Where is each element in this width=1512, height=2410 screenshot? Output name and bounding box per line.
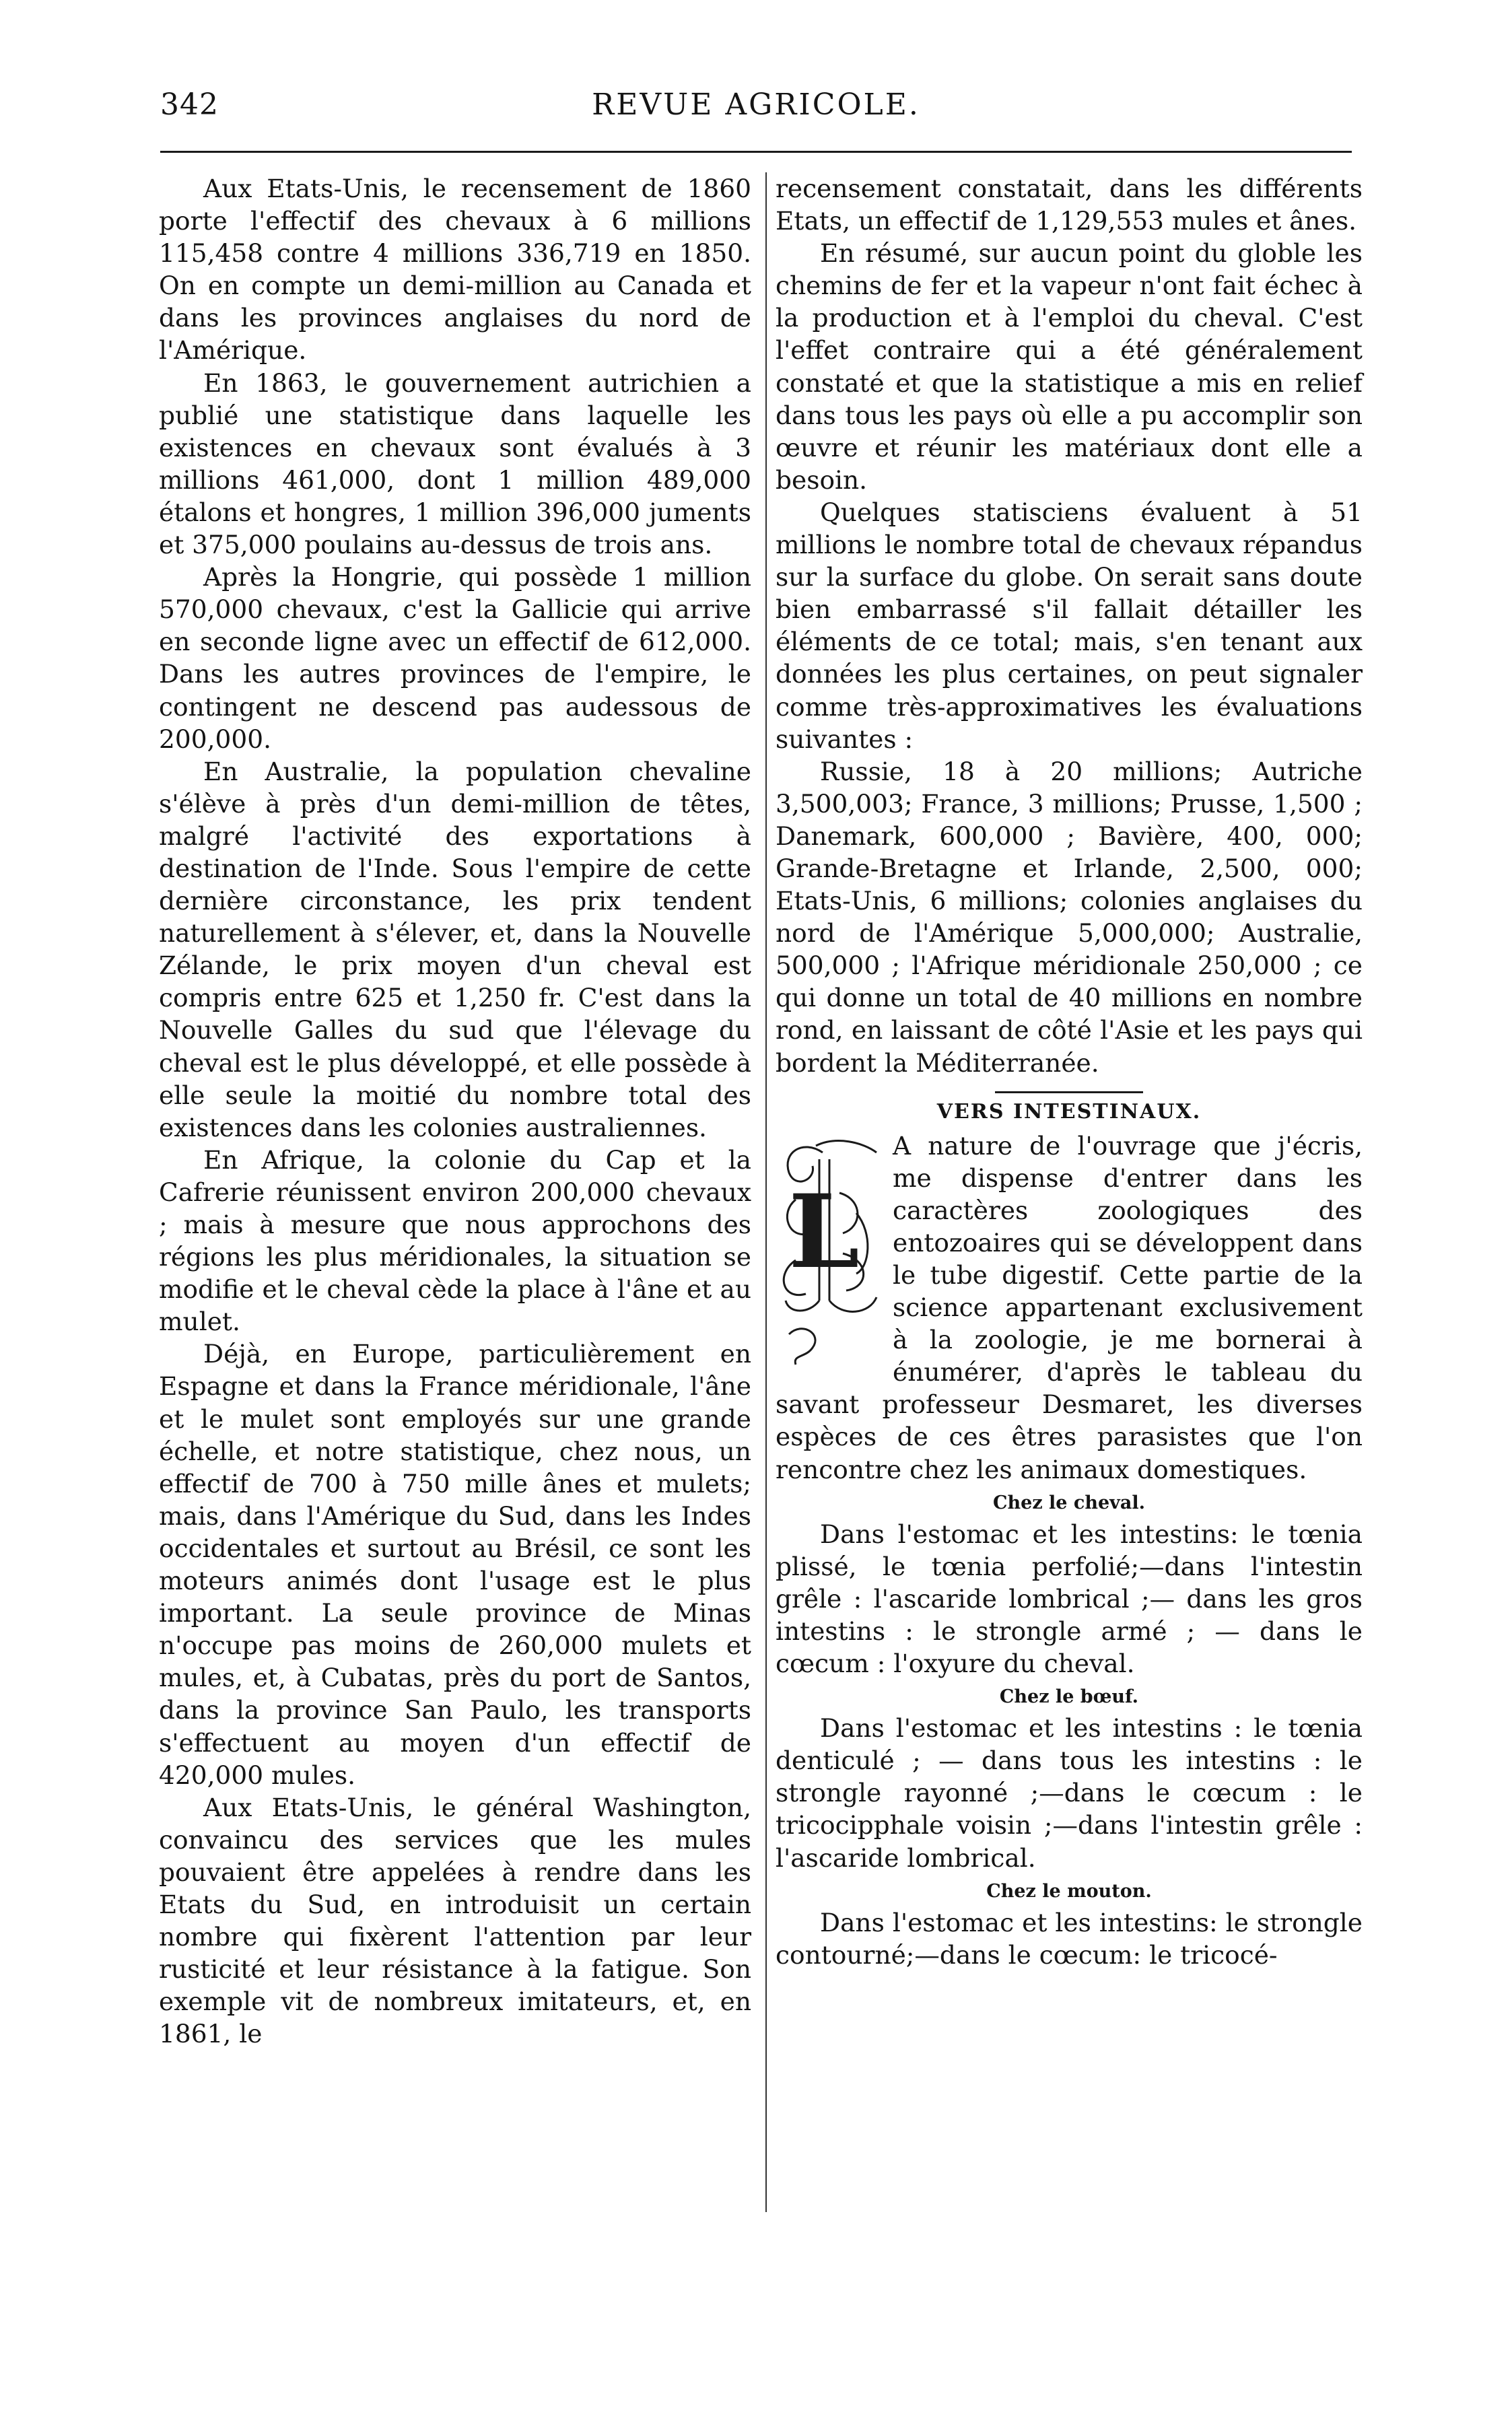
left-column <box>159 172 751 2050</box>
drop-cap <box>776 1132 883 1375</box>
ornamental-initial-icon <box>776 1132 883 1375</box>
page-number: 342 <box>160 88 219 122</box>
paragraph: recensement constatait, dans les différents Etats, un effectif de 1,129,553 mules et ânes. <box>776 174 1363 236</box>
paragraph: Dans l'estomac et les intestins : le tœnia denticulé ; — dans tous les intestins : le strongle rayonné ;—dans le cœcum : le tricocipphale voisin ;—dans l'intestin grêle : l'ascaride lombrical. <box>776 1713 1363 1873</box>
paragraph: Déjà, en Europe, particulièrement en Espagne et dans la France méridionale, l'âne et le mulet sont employés sur une grande échelle, et notre statistique, chez nous, un effectif de 700 à 750 mille ânes et mulets; mais, dans l'Amérique du Sud, dans les Indes occidentales et surtout au Brésil, ce sont les moteurs animés dont l'usage est le plus important. La seule province de Minas n'occupe pas moins de 260,000 mulets et mules, et, à Cubatas, près du port de Santos, dans la province San Paulo, les transports s'effectuent au moyen d'un effectif de 420,000 mules. <box>159 1339 751 1790</box>
paragraph: Après la Hongrie, qui possède 1 million 570,000 chevaux, c'est la Gallicie qui arrive en seconde ligne avec un effectif de 612,000. Dans les autres provinces de l'empire, le contingent ne descend pas audessous de 200,000. <box>159 562 751 754</box>
paragraph: Russie, 18 à 20 millions; Autriche 3,500,003; France, 3 millions; Prusse, 1,500 ; Danemark, 600,000 ; Bavière, 400, 000; Grande-Bretagne et Irlande, 2,500, 000; Etats-Unis, 6 millions; colonies anglaises du nord de l'Amérique 5,000,000; Australie, 500,000 ; l'Afrique méridionale 250,000 ; ce qui donne un total de 40 millions en nombre rond, en laissant de côté l'Asie et les pays qui bordent la Méditerranée. <box>776 756 1363 1078</box>
column-divider <box>765 172 767 2212</box>
right-column <box>776 172 1363 1971</box>
subsection-heading: Chez le mouton. <box>986 1880 1152 1902</box>
subsection-heading: Chez le cheval. <box>993 1492 1145 1513</box>
paragraph: Aux Etats-Unis, le recensement de 1860 porte l'effectif des chevaux à 6 millions 115,458 contre 4 millions 336,719 en 1850. On en compte un demi-million au Canada et dans les provinces anglaises du nord de l'Amérique. <box>159 174 751 366</box>
svg-text:L: L <box>788 1172 860 1291</box>
header-rule <box>160 151 1352 153</box>
paragraph: En Afrique, la colonie du Cap et la Cafrerie réunissent environ 200,000 chevaux ; mais à mesure que nous approchons des régions les plus méridionales, la situation se modifie et le cheval cède la place à l'âne et au mulet. <box>159 1144 751 1337</box>
paragraph: Aux Etats-Unis, le général Washington, convaincu des services que les mules pouvaient être appelées à rendre dans les Etats du Sud, en introduisit un certain nombre qui fixèrent l'attention par leur rusticité et leur résistance à la fatigue. Son exemple vit de nombreux imitateurs, et, en 1861, le <box>159 1792 751 2049</box>
intro-paragraph: A nature de l'ouvrage que j'écris, me dispense d'entrer dans les caractères zoologiques des entozoaires qui se développent dans le tube digestif. Cette partie de la science appartenant exclusivement à la zoologie, je me bornerai à énumérer, d'après le tableau du savant professeur Desmaret, les diverses espèces de ces êtres parasistes que l'on rencontre chez les animaux domestiques. <box>776 1130 1363 1484</box>
section-separator <box>995 1091 1143 1093</box>
page-header <box>160 88 1352 141</box>
paragraph: En 1863, le gouvernement autrichien a publié une statistique dans laquelle les existences en chevaux sont évalués à 3 millions 461,000, dont 1 million 489,000 étalons et hongres, 1 million 396,000 juments et 375,000 poulains au-dessus de trois ans. <box>159 368 751 560</box>
paragraph: En résumé, sur aucun point du globle les chemins de fer et la vapeur n'ont fait échec à la production et à l'emploi du cheval. C'est l'effet contraire qui a été généralement constaté et que la statistique a mis en relief dans tous les pays où elle a pu accomplir son œuvre et réunir les matériaux dont elle a besoin. <box>776 238 1363 495</box>
paragraph: Dans l'estomac et les intestins: le strongle contourné;—dans le cœcum: le tricocé- <box>776 1907 1363 1970</box>
subsection-heading: Chez le bœuf. <box>999 1686 1139 1708</box>
running-title: REVUE AGRICOLE. <box>592 88 920 122</box>
paragraph: En Australie, la population chevaline s'élève à près d'un demi-million de têtes, malgré l'activité des exportations à destination de l'Inde. Sous l'empire de cette dernière circonstance, les prix tendent naturellement à s'élever, et, dans la Nouvelle Zélande, le prix moyen d'un cheval est compris entre 625 et 1,250 fr. C'est dans la Nouvelle Galles du sud que l'élevage du cheval est le plus développé, et elle possède à elle seule la moitié du nombre total des existences dans les colonies australiennes. <box>159 756 751 1142</box>
paragraph: Dans l'estomac et les intestins: le tœnia plissé, le tœnia perfolié;—dans l'intestin grêle : l'ascaride lombrical ;— dans les gros intestins : le strongle armé ; — dans le cœcum : l'oxyure du cheval. <box>776 1519 1363 1679</box>
section-title: VERS INTESTINAUX. <box>936 1099 1202 1124</box>
paragraph: Quelques statisciens évaluent à 51 millions le nombre total de chevaux répandus sur la surface du globe. On serait sans doute bien embarrassé s'il fallait détailler les éléments de ce total; mais, s'en tenant aux données les plus certaines, on peut signaler comme très-approximatives les évaluations suivantes : <box>776 497 1363 754</box>
